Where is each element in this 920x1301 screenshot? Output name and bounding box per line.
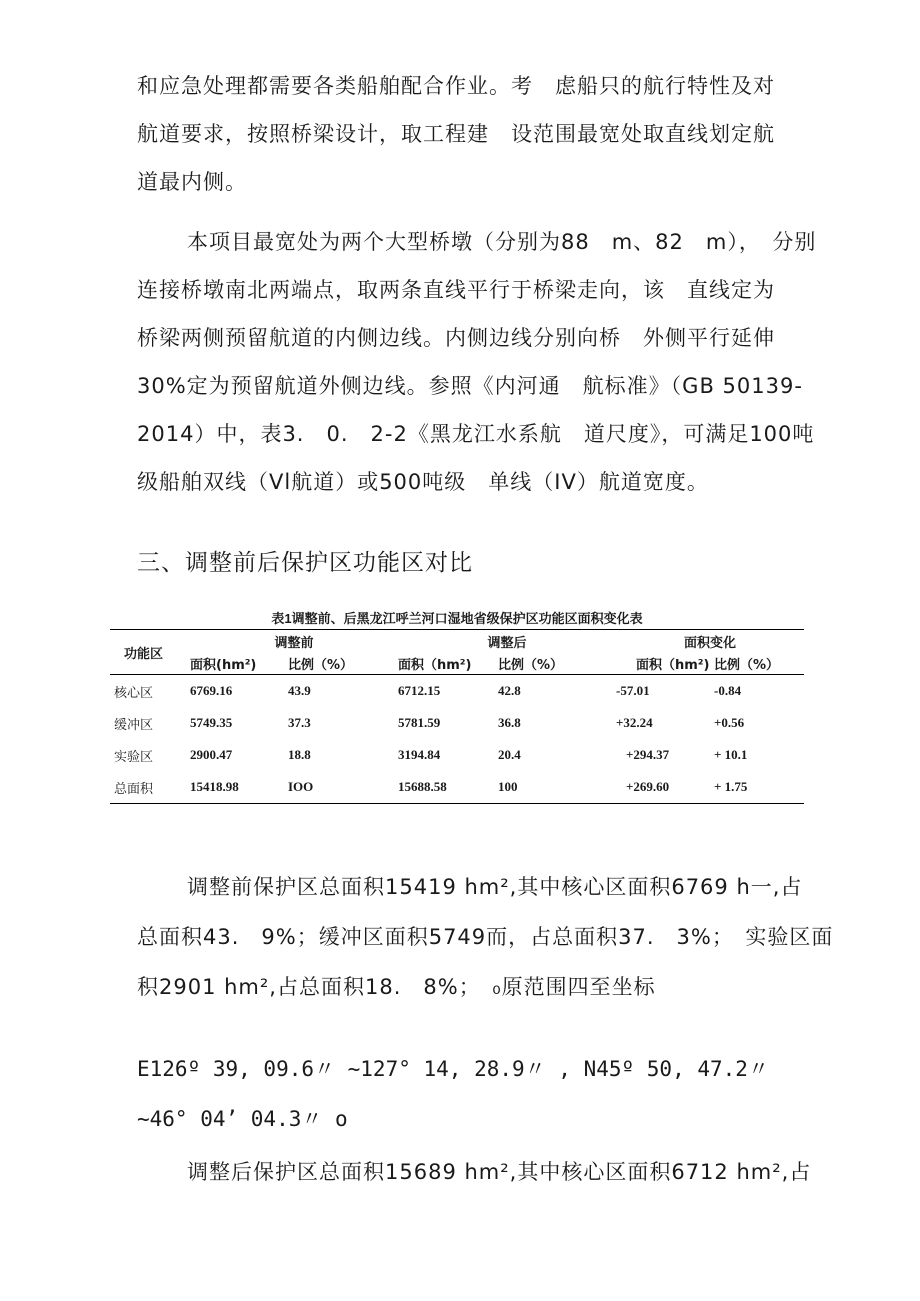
- zone-area-table-block: [110, 608, 804, 804]
- group-header-change: 面积变化: [616, 630, 804, 653]
- paragraph-navigation-intro: [137, 62, 805, 206]
- boundary-coordinates: [137, 1044, 805, 1144]
- text-line: 本项目最宽处为两个大型桥墩（分别为88 m、82 m）， 分别: [187, 230, 817, 254]
- text-line: 和应急处理都需要各类船舶配合作业。考 虑船只的航行特性及对: [137, 74, 775, 98]
- column-header-ratio: 比例（%）: [714, 652, 804, 675]
- table-cell: +32.24: [616, 715, 653, 730]
- table-cell: 15418.98: [190, 771, 288, 804]
- column-header-area: 面积（hm²): [398, 652, 498, 675]
- table-cell: + 10.1: [714, 747, 748, 762]
- group-header-after: 调整后: [398, 630, 616, 653]
- table-cell: -57.01: [616, 683, 650, 698]
- table-cell: 2900.47: [190, 747, 233, 762]
- text-line: 级船舶双线（Vl航道）或500吨级 单线（IV）航道宽度。: [137, 470, 709, 494]
- table-cell: 42.8: [498, 683, 521, 698]
- table-cell: 43.9: [288, 683, 311, 698]
- table-cell: -0.84: [714, 683, 742, 698]
- table-cell: 3194.84: [398, 747, 441, 762]
- column-header-area: 面积（hm²): [616, 652, 714, 675]
- table-cell: 15688.58: [398, 771, 498, 804]
- table-cell: + 1.75: [714, 771, 804, 804]
- coordinate-line: ~46° 04’ 04.3〃 o: [137, 1107, 348, 1131]
- table-cell: +294.37: [626, 747, 670, 762]
- text-line: 航道要求，按照桥梁设计，取工程建 设范围最宽处取直线划定航: [137, 122, 775, 146]
- column-header-area: 面积(hm²): [190, 652, 288, 675]
- table-cell: 6712.15: [398, 683, 441, 698]
- table-row: [110, 675, 804, 708]
- table-cell: 36.8: [498, 715, 521, 730]
- text-line: 调整前保护区总面积15419 hm²,其中核心区面积6769 h一,占: [187, 875, 803, 899]
- table-cell: 5749.35: [190, 715, 233, 730]
- table-cell: IOO: [288, 771, 398, 804]
- column-header-zone: 功能区: [110, 630, 190, 675]
- table-sub-header-row: [110, 652, 804, 675]
- coordinate-line: E126º 39, 09.6〃 ~127° 14, 28.9〃 , N45º 50, 47.2〃: [137, 1057, 769, 1081]
- text-line: 30%定为预留航道外侧边线。参照《内河通 航标准》（GB 50139-: [137, 374, 803, 398]
- group-header-before: 调整前: [190, 630, 398, 653]
- text-line: 桥梁两侧预留航道的内侧边线。内侧边线分别向桥 外侧平行延伸: [137, 326, 775, 350]
- table-cell: 18.8: [288, 747, 311, 762]
- table-row: [110, 771, 804, 804]
- text-line: 2014）中，表3. 0. 2-2《黑龙江水系航 道尺度》，可满足100吨: [137, 422, 815, 446]
- column-header-ratio: 比例（%）: [498, 652, 616, 675]
- table-cell: 37.3: [288, 715, 311, 730]
- paragraph-before-adjustment: [137, 862, 834, 1012]
- table-group-header-row: [110, 630, 804, 653]
- paragraph-after-adjustment: [137, 1148, 812, 1196]
- table-cell: 20.4: [498, 747, 521, 762]
- text-line: 积2901 hm²,占总面积18. 8%； ₀原范围四至坐标: [137, 975, 656, 999]
- table-row: [110, 707, 804, 739]
- column-header-ratio: 比例（%）: [288, 652, 398, 675]
- table-cell: +269.60: [616, 771, 714, 804]
- text-line: 总面积43. 9%；缓冲区面积5749而，占总面积37. 3%； 实验区面: [137, 925, 834, 949]
- paragraph-bridge-channel: [137, 218, 817, 506]
- table-caption: 表1调整前、后黑龙江呼兰河口湿地省级保护区功能区面积变化表: [271, 611, 643, 626]
- zone-cell: 实验区: [114, 749, 154, 765]
- zone-cell: 核心区: [114, 685, 154, 701]
- text-line: 道最内侧。: [137, 170, 247, 194]
- table-cell: 5781.59: [398, 715, 441, 730]
- section-heading: 三、调整前后保护区功能区对比: [137, 550, 473, 576]
- text-line: 连接桥墩南北两端点，取两条直线平行于桥梁走向，该 直线定为: [137, 278, 775, 302]
- zone-area-table: [110, 629, 804, 804]
- table-cell: +0.56: [714, 715, 745, 730]
- table-cell: 6769.16: [190, 683, 233, 698]
- zone-cell: 总面积: [110, 771, 190, 804]
- table-row: [110, 739, 804, 771]
- table-cell: 100: [498, 771, 616, 804]
- zone-cell: 缓冲区: [114, 717, 154, 733]
- text-line: 调整后保护区总面积15689 hm²,其中核心区面积6712 hm²,占: [187, 1160, 812, 1184]
